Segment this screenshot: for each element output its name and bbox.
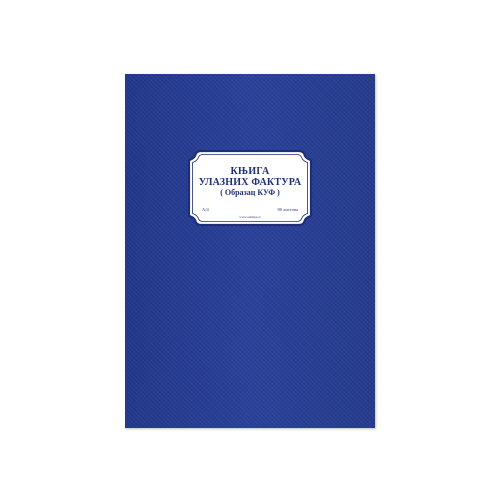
- title-line-2: УЛАЗНИХ ФАКТУРА: [198, 177, 302, 188]
- sheet-count-text: 80 листова: [277, 207, 298, 212]
- paper-size-text: А/4: [202, 207, 209, 212]
- title-line-3: ( Образац КУФ ): [220, 188, 280, 197]
- title-line-1: КЊИГА: [230, 166, 270, 177]
- website-text: www.stampa.rs: [239, 215, 261, 219]
- publisher-logo-icon: [185, 148, 195, 158]
- cover-label: [185, 148, 315, 228]
- book-cover: [125, 74, 375, 428]
